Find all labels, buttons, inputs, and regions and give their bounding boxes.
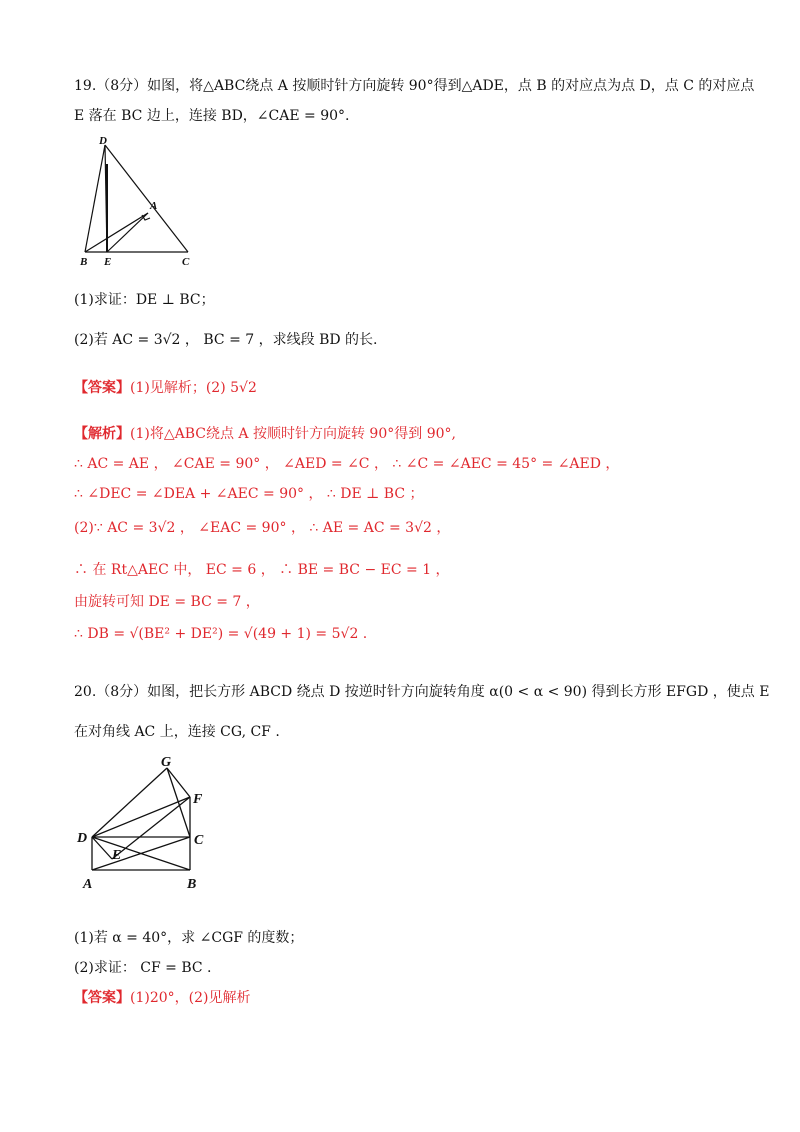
q20-answer-tag: 【答案】	[74, 990, 130, 1006]
q20-label-A: A	[83, 877, 93, 892]
q20-label-G: G	[161, 755, 172, 770]
q19-answer-text: (1)见解析；(2) 5√2	[130, 380, 257, 396]
q19-part2: (2)若 AC = 3√2 ， BC = 7 ，求线段 BD 的长.	[74, 332, 378, 348]
q19-analysis-line1	[74, 424, 456, 444]
q20-figure	[72, 752, 222, 896]
q20-label-E: E	[112, 848, 122, 863]
q20-label-B: B	[187, 877, 197, 892]
q20-stem-line1: 20.（8分）如图，把长方形 ABCD 绕点 D 按逆时针方向旋转角度 α(0 < α < 90) 得到长方形 EFGD ，使点 E	[74, 684, 770, 700]
q19-stem-line2: E 落在 BC 边上，连接 BD，∠CAE = 90°.	[74, 108, 350, 124]
q20-stem-line2: 在对角线 AC 上，连接 CG, CF .	[74, 724, 280, 740]
q19-analysis-line7: ∴ DB = √(BE² + DE²) = √(49 + 1) = 5√2 .	[74, 626, 368, 642]
q19-analysis-line3: ∴ ∠DEC = ∠DEA + ∠AEC = 90° ， ∴ DE ⊥ BC ；	[74, 486, 424, 502]
q19-analysis-text: (1)将△ABC绕点 A 按顺时针方向旋转 90°得到 90°,	[130, 426, 456, 442]
q19-analysis-line5: ∴ 在 Rt△AEC 中， EC = 6 ， ∴ BE = BC − EC = 1 ，	[74, 562, 450, 578]
q20-part1: (1)若 α = 40°，求 ∠CGF 的度数；	[74, 930, 304, 946]
q19-stem-line1: 19.（8分）如图，将△ABC绕点 A 按顺时针方向旋转 90°得到△ADE，点 B 的对应点为点 D，点 C 的对应点	[74, 78, 755, 94]
q19-figure	[76, 134, 196, 270]
q19-analysis-line4: (2)∵ AC = 3√2 ， ∠EAC = 90° ， ∴ AE = AC = 3√2 ，	[74, 520, 451, 536]
q19-label-C: C	[182, 256, 190, 268]
q19-part1: (1)求证：DE ⊥ BC；	[74, 292, 215, 308]
q20-label-D: D	[77, 831, 88, 846]
q19-answer-tag: 【答案】	[74, 380, 130, 396]
q20-answer-text: (1)20°，(2)见解析	[130, 990, 251, 1006]
q19-label-A: A	[150, 200, 158, 212]
q19-label-E: E	[104, 256, 112, 268]
q20-label-C: C	[194, 833, 204, 848]
q20-part2: (2)求证： CF = BC .	[74, 960, 212, 976]
q19-analysis-line6: 由旋转可知 DE = BC = 7 ，	[74, 594, 260, 610]
q19-label-B: B	[80, 256, 88, 268]
q19-answer	[74, 378, 257, 398]
q19-analysis-tag: 【解析】	[74, 426, 130, 442]
q20-answer	[74, 988, 250, 1008]
q19-label-D: D	[99, 135, 107, 147]
q19-analysis-line2: ∴ AC = AE ， ∠CAE = 90° ， ∠AED = ∠C ， ∴ ∠C = ∠AEC = 45° = ∠AED ，	[74, 456, 620, 472]
q20-label-F: F	[193, 792, 203, 807]
